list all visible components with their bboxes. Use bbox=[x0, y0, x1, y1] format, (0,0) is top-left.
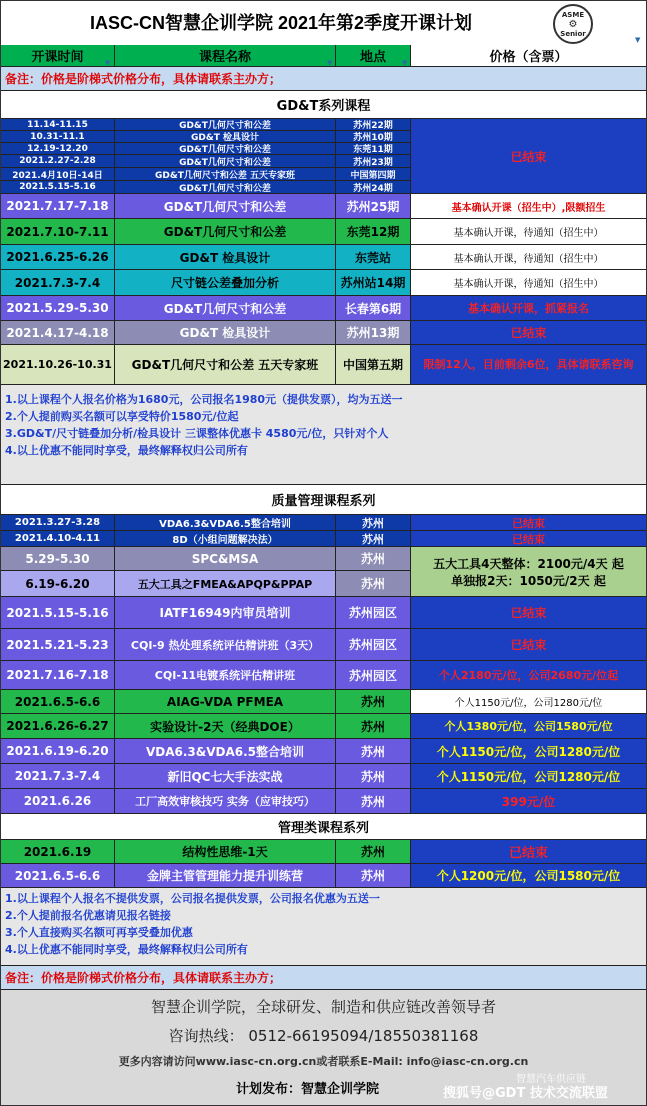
section-quality bbox=[1, 485, 646, 515]
section-title: GD&T系列课程 bbox=[1, 91, 646, 119]
footer-contact bbox=[1, 990, 646, 1071]
note-row bbox=[1, 966, 646, 990]
table-row[interactable]: 2021.10.26-10.31 GD&T几何尺寸和公差 五天专家班 中国第五期 限制12人，目前剩余6位，具体请联系咨询 bbox=[1, 345, 646, 385]
watermark-text: 智慧汽车供应链 bbox=[516, 1074, 586, 1085]
footer-publisher-bar bbox=[1, 1070, 646, 1105]
table-row[interactable]: 2021.6.19 结构性思维-1天 苏州 已结束 bbox=[1, 840, 646, 864]
gdt-info-block: 1.以上课程个人报名价格为1680元，公司报名1980元（提供发票），均为五送一 2.个人提前购买名额可以享受特价1580元/位起 3.GD&T/尺寸链叠加分析/检具设计 三课整体优惠卡 4580元/位，只针对个人 4.以上优惠不能同时享受，最终解释权归公司所有 bbox=[1, 385, 646, 485]
table-row[interactable]: 2021.7.16-7.18 CQI-11电镀系统评估精讲班 苏州园区 个人2180元/位，公司2680元/位起 bbox=[1, 661, 646, 690]
header-time[interactable]: 开课时间 bbox=[1, 45, 115, 67]
title-bar bbox=[1, 1, 646, 46]
table-row[interactable]: 2021.5.15-5.16 GD&T几何尺寸和公差 苏州24期 bbox=[1, 181, 411, 194]
filter-dropdown-icon[interactable]: ▼ bbox=[635, 36, 641, 44]
section-mgmt bbox=[1, 814, 646, 840]
header-price[interactable]: 价格（含票） bbox=[411, 45, 646, 67]
table-row[interactable]: 2021.7.3-7.4 尺寸链公差叠加分析 苏州站14期 基本确认开课，待通知（招生中） bbox=[1, 270, 646, 296]
table-row[interactable]: 2021.2.27-2.28 GD&T几何尺寸和公差 苏州23期 bbox=[1, 155, 411, 168]
section-title: 质量管理课程系列 bbox=[1, 485, 646, 515]
table-row[interactable]: 2021.5.21-5.23 CQI-9 热处理系统评估精讲班（3天） 苏州园区 已结束 bbox=[1, 629, 646, 661]
table-row[interactable]: 2021.4月10日-14日 GD&T几何尺寸和公差 五天专家班 中国第四期 bbox=[1, 168, 411, 181]
table-row[interactable]: 2021.3.27-3.28 VDA6.3&VDA6.5整合培训 苏州 已结束 bbox=[1, 515, 646, 531]
filter-dropdown-icon[interactable]: ▼ bbox=[327, 59, 333, 67]
section-gdt bbox=[1, 91, 646, 119]
table-row[interactable]: 11.14-11.15 GD&T几何尺寸和公差 苏州22期 bbox=[1, 119, 411, 131]
mgmt-info-block: 1.以上课程个人报名不提供发票，公司报名提供发票，公司报名优惠为五送一 2.个人提前报名优惠请见报名链接 3.个人直接购买名额可再享受叠加优惠 4.以上优惠不能同时享受，最终解释权归公司所有 bbox=[1, 888, 646, 966]
section-title: 管理类课程系列 bbox=[1, 814, 646, 840]
footer-publisher: 计划发布：智慧企训学院 bbox=[236, 1082, 380, 1097]
table-row[interactable]: 2021.5.29-5.30 GD&T几何尺寸和公差 长春第6期 基本确认开课，抓紧报名 bbox=[1, 296, 646, 321]
table-row[interactable]: 2021.7.17-7.18 GD&T几何尺寸和公差 苏州25期 基本确认开课（招生中）,限额招生 bbox=[1, 194, 646, 219]
filter-dropdown-icon[interactable]: ▼ bbox=[105, 59, 111, 67]
table-row[interactable]: 2021.6.19-6.20 VDA6.3&VDA6.5整合培训 苏州 个人1150元/位，公司1280元/位 bbox=[1, 739, 646, 764]
page-title: IASC-CN智慧企训学院 2021年第2季度开课计划 bbox=[89, 13, 473, 33]
note-text: 备注：价格是阶梯式价格分布，具体请联系主办方； bbox=[1, 67, 646, 91]
table-row[interactable]: 2021.4.10-4.11 8D（小组问题解决法） 苏州 已结束 bbox=[1, 531, 646, 547]
gdt-ended-status: 已结束 bbox=[411, 119, 646, 194]
table-row[interactable]: 2021.6.26-6.27 实验设计-2天（经典DOE） 苏州 个人1380元/位，公司1580元/位 bbox=[1, 714, 646, 739]
table-row[interactable]: 5.29-5.30 SPC&MSA 苏州 bbox=[1, 547, 411, 571]
filter-dropdown-icon[interactable]: ▼ bbox=[402, 59, 408, 67]
header-course[interactable]: 课程名称 bbox=[115, 45, 336, 67]
table-row[interactable]: 2021.4.17-4.18 GD&T 检具设计 苏州13期 已结束 bbox=[1, 321, 646, 345]
header-place[interactable]: 地点 bbox=[336, 45, 411, 67]
table-row[interactable]: 2021.7.10-7.11 GD&T几何尺寸和公差 东莞12期 基本确认开课，待通知（招生中） bbox=[1, 219, 646, 245]
merged-price-cell: 五大工具4天整体：2100元/4天 起 单独报2天：1050元/2天 起 bbox=[411, 547, 646, 597]
note-row bbox=[1, 67, 646, 91]
table-row[interactable]: 2021.5.15-5.16 IATF16949内审员培训 苏州园区 已结束 bbox=[1, 597, 646, 629]
table-row[interactable]: 2021.6.5-6.6 AIAG-VDA PFMEA 苏州 个人1150元/位，公司1280元/位 bbox=[1, 690, 646, 714]
table-row[interactable]: 2021.6.26 工厂高效审核技巧 实务（应审技巧） 苏州 399元/位 bbox=[1, 789, 646, 814]
table-row[interactable]: 10.31-11.1 GD&T 检具设计 苏州10期 bbox=[1, 131, 411, 143]
footer-slogan: 智慧企训学院，全球研发、制造和供应链改善领导者 bbox=[150, 998, 496, 1016]
note-text: 备注：价格是阶梯式价格分布，具体请联系主办方； bbox=[1, 966, 646, 990]
table-row[interactable]: 2021.6.5-6.6 金牌主管管理能力提升训练营 苏州 个人1200元/位，公司1580元/位 bbox=[1, 864, 646, 888]
watermark-text: 搜狐号@GDT 技术交流联盟 bbox=[443, 1086, 608, 1101]
footer-hotline: 咨询热线： 0512-66195094/18550381168 bbox=[168, 1027, 479, 1045]
table-row[interactable]: 2021.6.25-6.26 GD&T 检具设计 东莞站 基本确认开课，待通知（招生中） bbox=[1, 245, 646, 270]
table-row[interactable]: 12.19-12.20 GD&T几何尺寸和公差 东莞11期 bbox=[1, 143, 411, 155]
table-row[interactable]: 2021.7.3-7.4 新旧QC七大手法实战 苏州 个人1150元/位，公司1280元/位 bbox=[1, 764, 646, 789]
gdt-ended-list bbox=[1, 119, 411, 194]
asme-logo-icon: ASME ⚙ Senior bbox=[553, 4, 593, 44]
table-row[interactable]: 6.19-6.20 五大工具之FMEA&APQP&PPAP 苏州 bbox=[1, 571, 411, 597]
table-header bbox=[1, 45, 646, 67]
footer-more-link[interactable]: 更多内容请访问www.iasc-cn.org.cn或者联系E-Mail: info@iasc-cn.org.cn bbox=[118, 1055, 529, 1068]
